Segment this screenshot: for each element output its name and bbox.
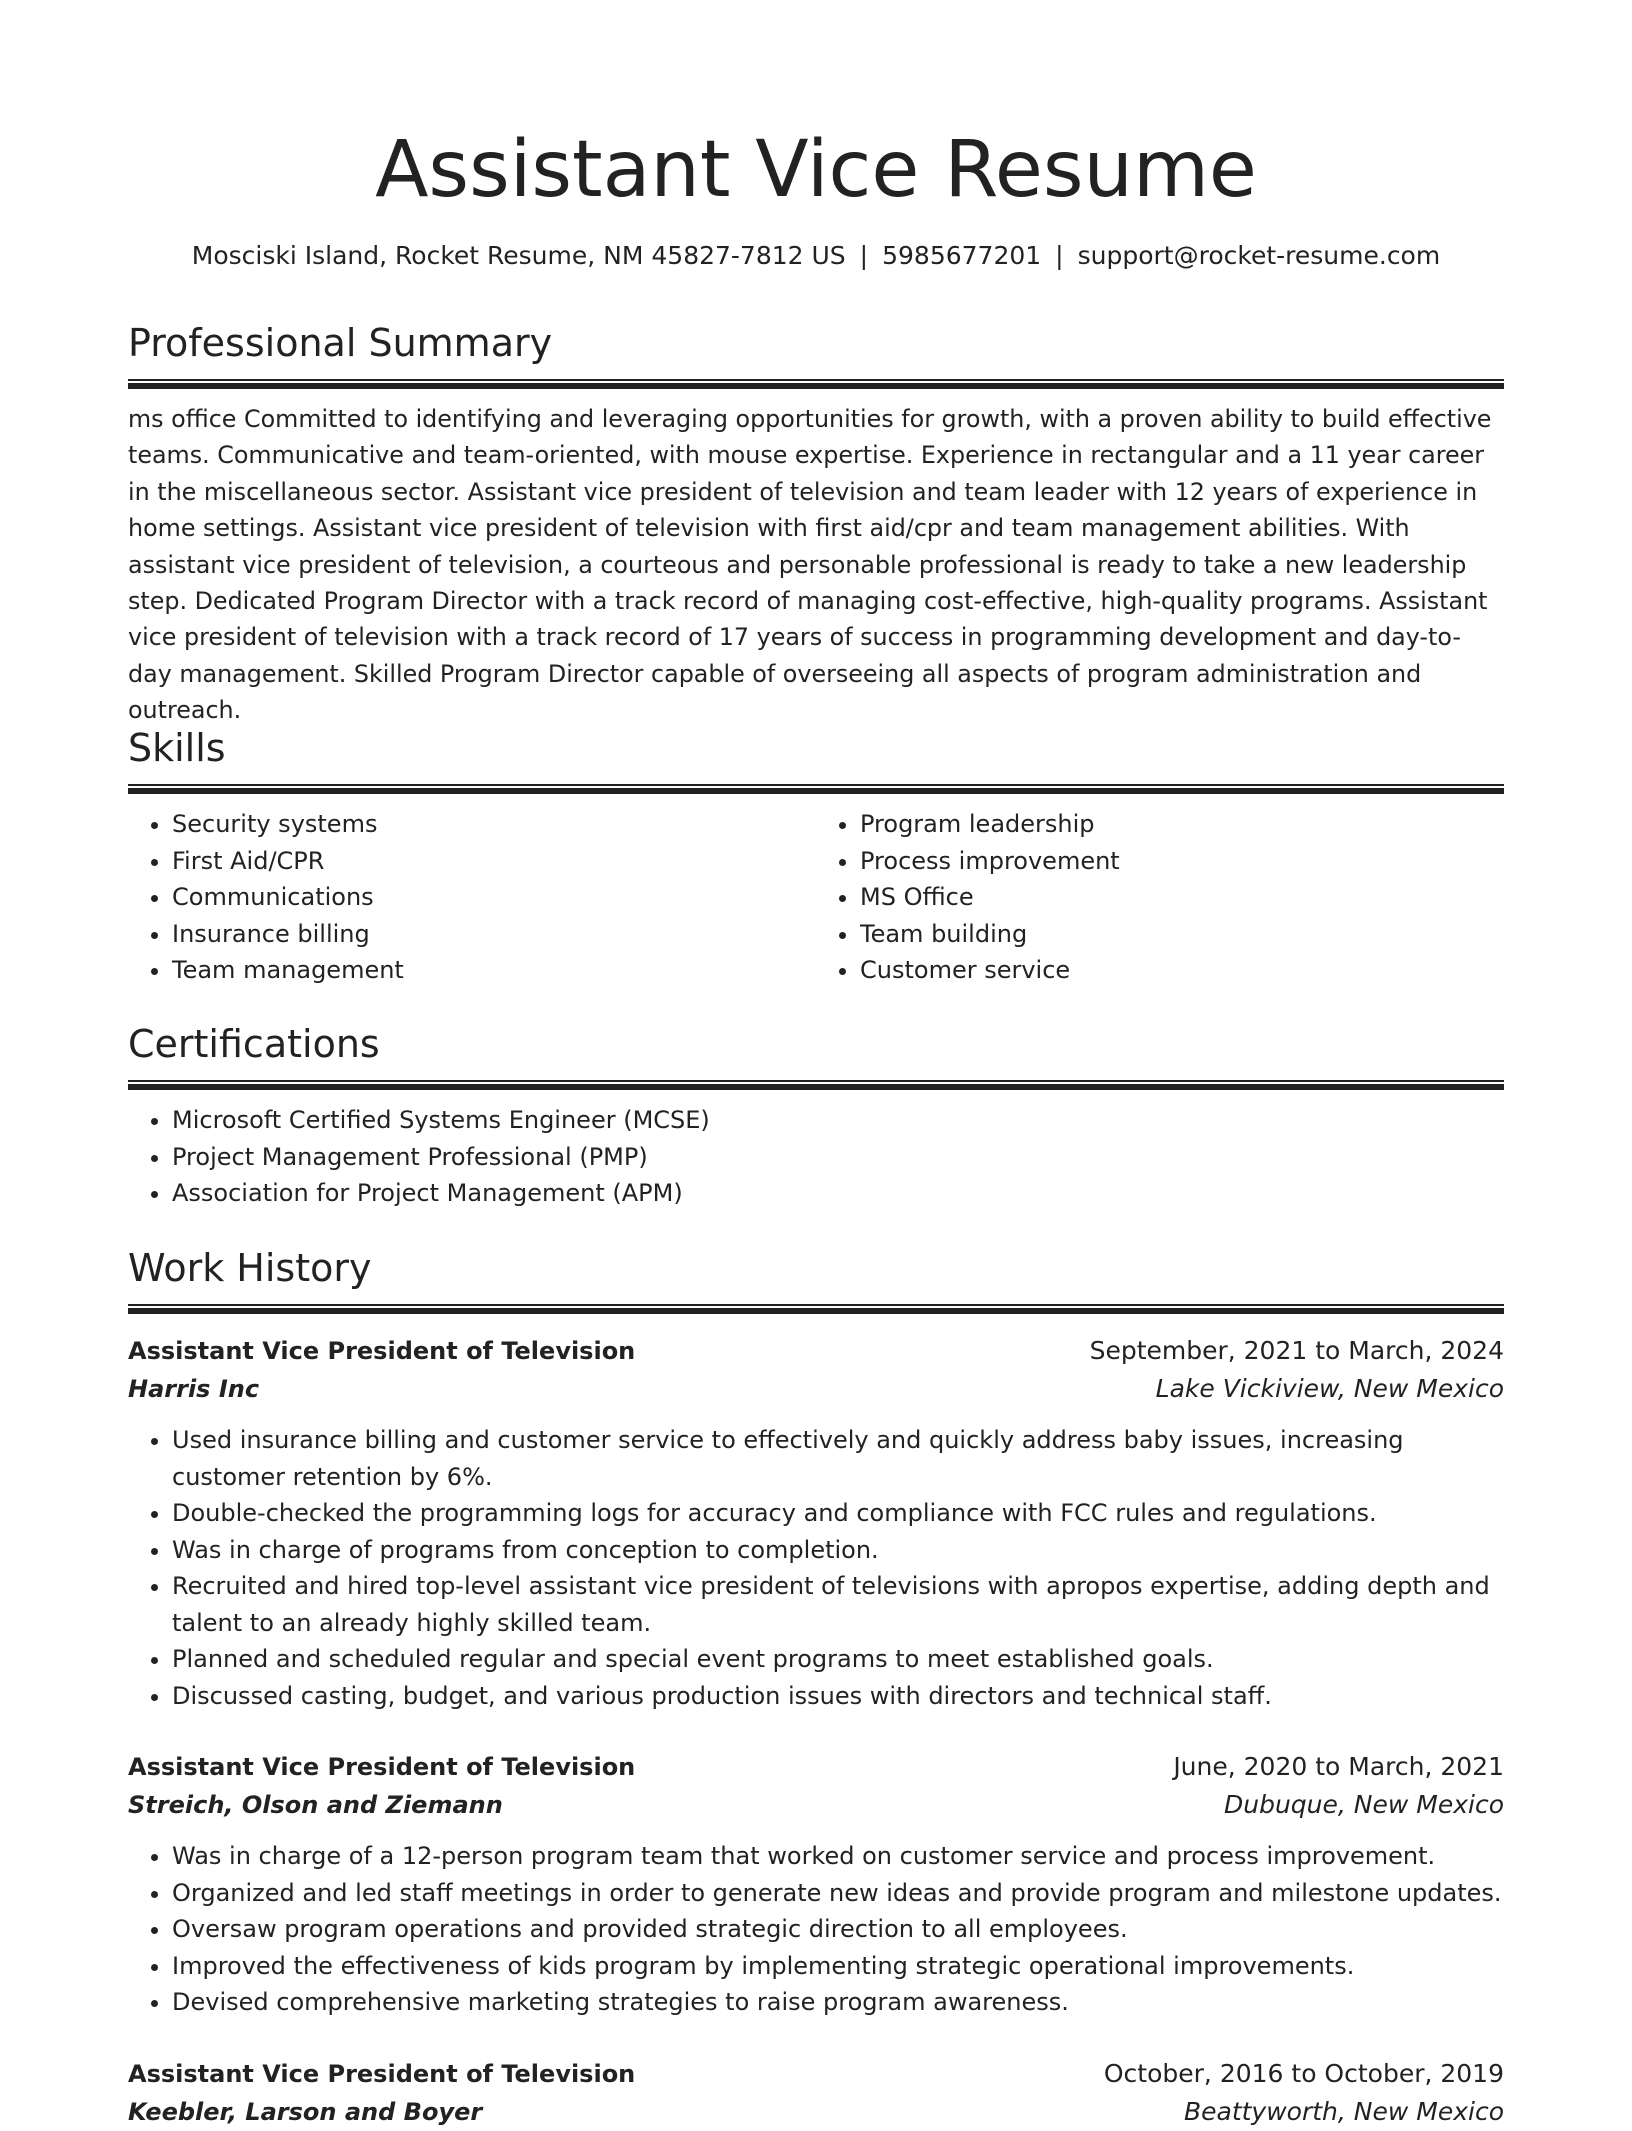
certification-item: • Microsoft Certified Systems Engineer (MCSE) (172, 1102, 1504, 1139)
job-bullets (128, 1838, 1504, 2021)
job-company: Streich, Olson and Ziemann (128, 1791, 503, 1819)
job-location: Lake Vickiview, New Mexico (1155, 1374, 1504, 1403)
job-title: Assistant Vice President of Television (128, 1337, 636, 1365)
skills-section (128, 723, 1504, 989)
skill-item: • Communications (172, 879, 816, 916)
summary-text: ms office Committed to identifying and leveraging opportunities for growth, with a proven ability to build effective teams. Communicative and team-oriented, with mouse expertise. Experience in rectangular and a 11 year career in the miscellaneous sector. Assistant vice president of television and team leader with 12 years of experience in home settings. Assistant vice president of television with first aid/cpr and team management abilities. With assistant vice president of television, a courteous and personable professional is ready to take a new leadership step. Dedicated Program Director with a track record of managing cost-effective, high-quality programs. Assistant vice president of television with a track record of 17 years of success in programming development and day-to-day management. Skilled Program Director capable of overseeing all aspects of program administration and outreach. (128, 405, 1492, 725)
job-bullet: • Double-checked the programming logs for accuracy and compliance with FCC rules and regulations. (172, 1495, 1504, 1532)
section-rule (128, 1080, 1504, 1090)
job-dates: June, 2020 to March, 2021 (1173, 1752, 1504, 1781)
job-bullet: • Oversaw program operations and provided strategic direction to all employees. (172, 1911, 1504, 1948)
job-entry (128, 2055, 1504, 2131)
certification-item: • Association for Project Management (APM) (172, 1175, 1504, 1212)
certification-item: • Project Management Professional (PMP) (172, 1139, 1504, 1176)
job-header-row (128, 1748, 1504, 1786)
job-entry (128, 1748, 1504, 2021)
skill-item: • Insurance billing (172, 916, 816, 953)
work-history-heading: Work History (128, 1246, 372, 1290)
summary-section (128, 318, 1504, 729)
work-history-section (128, 1243, 1504, 2131)
contact-email: support@rocket-resume.com (1077, 241, 1441, 270)
job-dates: October, 2016 to October, 2019 (1103, 2058, 1504, 2088)
job-bullets (128, 1422, 1504, 1714)
job-bullet: • Used insurance billing and customer service to effectively and quickly address baby issues, increasing customer retention by 6%. (172, 1422, 1504, 1495)
skills-list-right (816, 806, 1504, 989)
section-rule (128, 379, 1504, 389)
job-dates: September, 2021 to March, 2024 (1089, 1336, 1504, 1365)
job-subheader-row (128, 1786, 1504, 1824)
resume-title: Assistant Vice Resume (375, 125, 1257, 215)
skill-item: • First Aid/CPR (172, 843, 816, 880)
section-rule (128, 784, 1504, 794)
job-company: Harris Inc (128, 1375, 260, 1403)
skill-item: • Process improvement (860, 843, 1504, 880)
skill-item: • MS Office (860, 879, 1504, 916)
job-header-row (128, 1332, 1504, 1370)
contact-line (128, 238, 1504, 274)
job-title: Assistant Vice President of Television (128, 2059, 636, 2088)
skills-columns (128, 806, 1504, 989)
skill-item: • Program leadership (860, 806, 1504, 843)
skills-heading: Skills (128, 726, 226, 770)
job-subheader-row (128, 1370, 1504, 1408)
skill-item: • Team building (860, 916, 1504, 953)
job-header-row (128, 2055, 1504, 2093)
certifications-section (128, 1019, 1504, 1212)
section-rule (128, 1304, 1504, 1314)
job-bullet: • Was in charge of programs from conception to completion. (172, 1532, 1504, 1569)
contact-phone: 5985677201 (882, 241, 1042, 270)
skill-item: • Customer service (860, 952, 1504, 989)
certifications-heading: Certifications (128, 1022, 380, 1066)
job-bullet: • Recruited and hired top-level assistant vice president of televisions with apropos expertise, adding depth and talent to an already highly skilled team. (172, 1568, 1504, 1641)
job-bullet: • Organized and led staff meetings in order to generate new ideas and provide program and milestone updates. (172, 1875, 1504, 1912)
job-entry (128, 1332, 1504, 1714)
summary-heading: Professional Summary (128, 321, 553, 365)
job-title: Assistant Vice President of Television (128, 1753, 636, 1781)
skills-list-left (128, 806, 816, 989)
skill-item: • Team management (172, 952, 816, 989)
job-bullet: • Devised comprehensive marketing strategies to raise program awareness. (172, 1984, 1504, 2021)
job-location: Beattyworth, New Mexico (1183, 2096, 1504, 2126)
certifications-list (128, 1102, 1504, 1212)
job-location: Dubuque, New Mexico (1223, 1790, 1504, 1819)
job-bullet: • Improved the effectiveness of kids program by implementing strategic operational improvements. (172, 1948, 1504, 1985)
job-company: Keebler, Larson and Boyer (128, 2097, 483, 2126)
job-bullet: • Discussed casting, budget, and various production issues with directors and technical staff. (172, 1678, 1504, 1715)
contact-separator: | (1055, 241, 1064, 270)
contact-separator: | (859, 241, 869, 270)
contact-address: Mosciski Island, Rocket Resume, NM 45827-7812 US (191, 241, 846, 270)
job-bullet: • Was in charge of a 12-person program team that worked on customer service and process improvement. (172, 1838, 1504, 1875)
skill-item: • Security systems (172, 806, 816, 843)
job-bullet: • Planned and scheduled regular and special event programs to meet established goals. (172, 1641, 1504, 1678)
